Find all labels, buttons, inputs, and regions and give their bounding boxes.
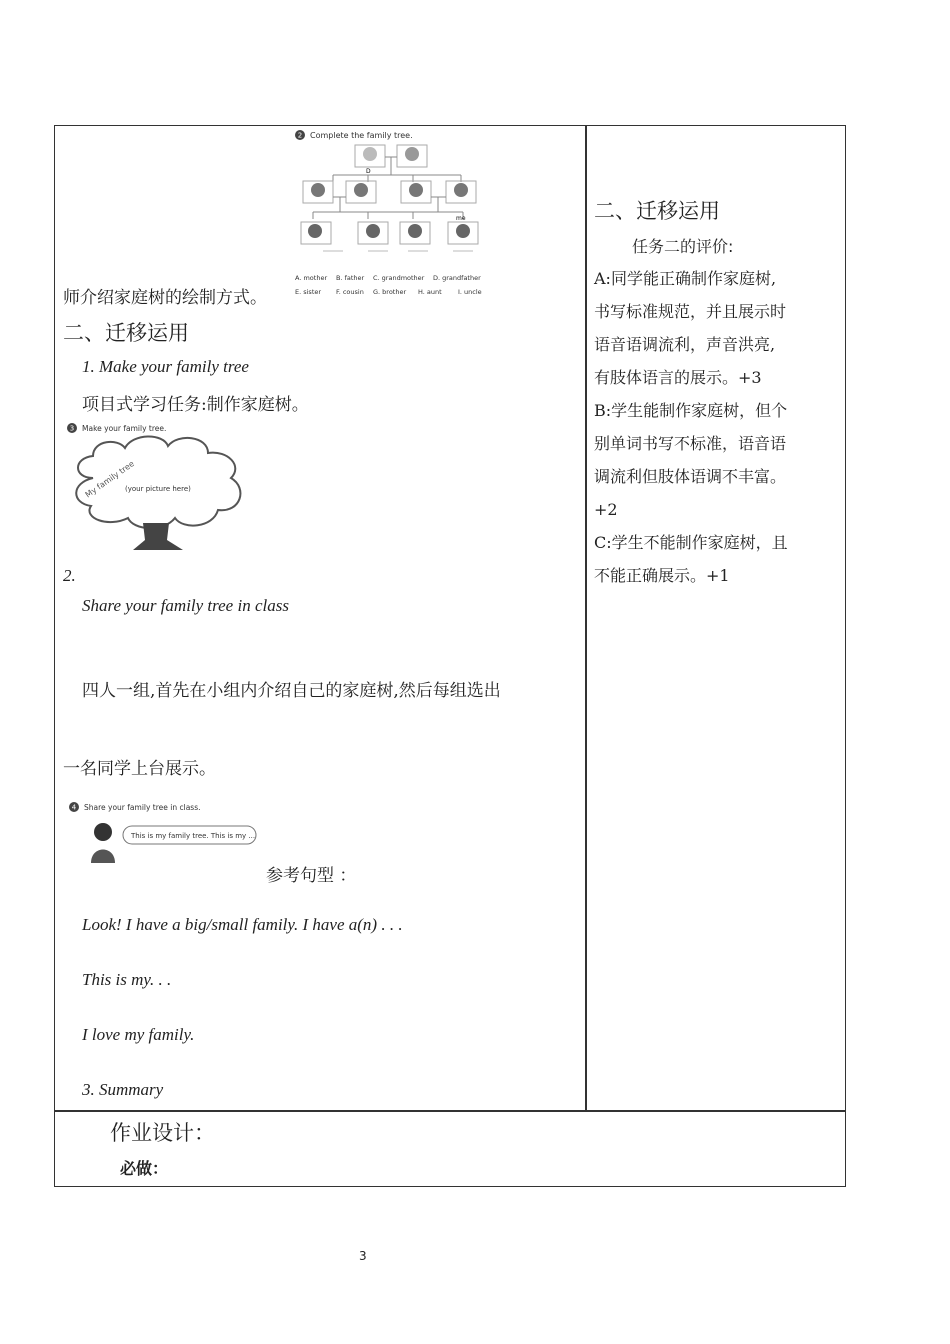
intro-tail: 师介绍家庭树的绘制方式。	[63, 288, 267, 308]
letter-d: D	[366, 168, 371, 175]
option-a: A. mother	[295, 274, 328, 282]
figure-number: 2	[297, 131, 303, 140]
evaluation-title: 任务二的评价:	[632, 237, 734, 256]
share-tree-figure	[63, 797, 260, 867]
sentence-2: This is my. . .	[82, 970, 172, 989]
item3-summary: 3. Summary	[82, 1080, 164, 1099]
option-h: H. aunt	[418, 288, 442, 296]
item2-task-line2: 一名同学上台展示。	[63, 759, 216, 779]
column-divider	[585, 125, 587, 1111]
homework-title: 作业设计：	[110, 1121, 215, 1145]
make-tree-figure	[63, 418, 256, 558]
page-number: 3	[359, 1249, 367, 1263]
criteria-line: 调流利但肢体语调不丰富。	[594, 467, 787, 486]
option-f: F. cousin	[336, 288, 364, 296]
section-title-right: 二、迁移运用	[594, 199, 720, 223]
item2-number: 2.	[63, 566, 76, 585]
criteria-line: 书写标准规范，并且展示时	[594, 302, 787, 321]
option-d: D. grandfather	[433, 274, 481, 282]
me-label: me	[456, 215, 466, 222]
figure-number: 4	[71, 803, 77, 812]
item1-title: 1. Make your family tree	[82, 357, 249, 376]
item2-title: Share your family tree in class	[82, 596, 289, 615]
section-title-left: 二、迁移运用	[63, 321, 189, 345]
figure-title: Make your family tree.	[82, 424, 167, 433]
option-e: E. sister	[295, 288, 322, 296]
criteria-line: 别单词书写不标准，语音语	[594, 434, 787, 453]
item2-task-line1: 四人一组,首先在小组内介绍自己的家庭树,然后每组选出	[82, 681, 501, 701]
family-tree-figure	[293, 127, 493, 299]
criteria-line: 不能正确展示。+1	[594, 566, 730, 585]
criteria-line: A:同学能正确制作家庭树,	[594, 269, 777, 288]
figure-number: 3	[69, 424, 75, 433]
criteria-line: 有肢体语言的展示。+3	[594, 368, 762, 387]
criteria-line: +2	[594, 500, 618, 519]
row-divider	[54, 1110, 846, 1112]
item1-task: 项目式学习任务:制作家庭树。	[82, 395, 309, 415]
option-i: I. uncle	[458, 288, 482, 296]
figure-title: Complete the family tree.	[310, 131, 413, 140]
tree-banner: My family tree	[83, 459, 136, 500]
tree-placeholder: (your picture here)	[125, 485, 191, 493]
speech-bubble: This is my family tree. This is my ...	[131, 832, 256, 840]
homework-required: 必做：	[120, 1159, 169, 1178]
option-g: G. brother	[373, 288, 407, 296]
reference-label: 参考句型 ：	[266, 866, 357, 886]
sentence-3: I love my family.	[82, 1025, 195, 1044]
criteria-line: 语音语调流利，声音洪亮,	[594, 335, 776, 354]
evaluation-criteria	[594, 262, 839, 592]
criteria-line: B:学生能制作家庭树，但个	[594, 401, 788, 420]
sentence-1: Look! I have a big/small family. I have a(n) . . .	[82, 915, 403, 934]
option-c: C. grandmother	[373, 274, 425, 282]
figure-title: Share your family tree in class.	[84, 803, 201, 812]
criteria-line: C:学生不能制作家庭树，且	[594, 533, 788, 552]
option-b: B. father	[336, 274, 365, 282]
